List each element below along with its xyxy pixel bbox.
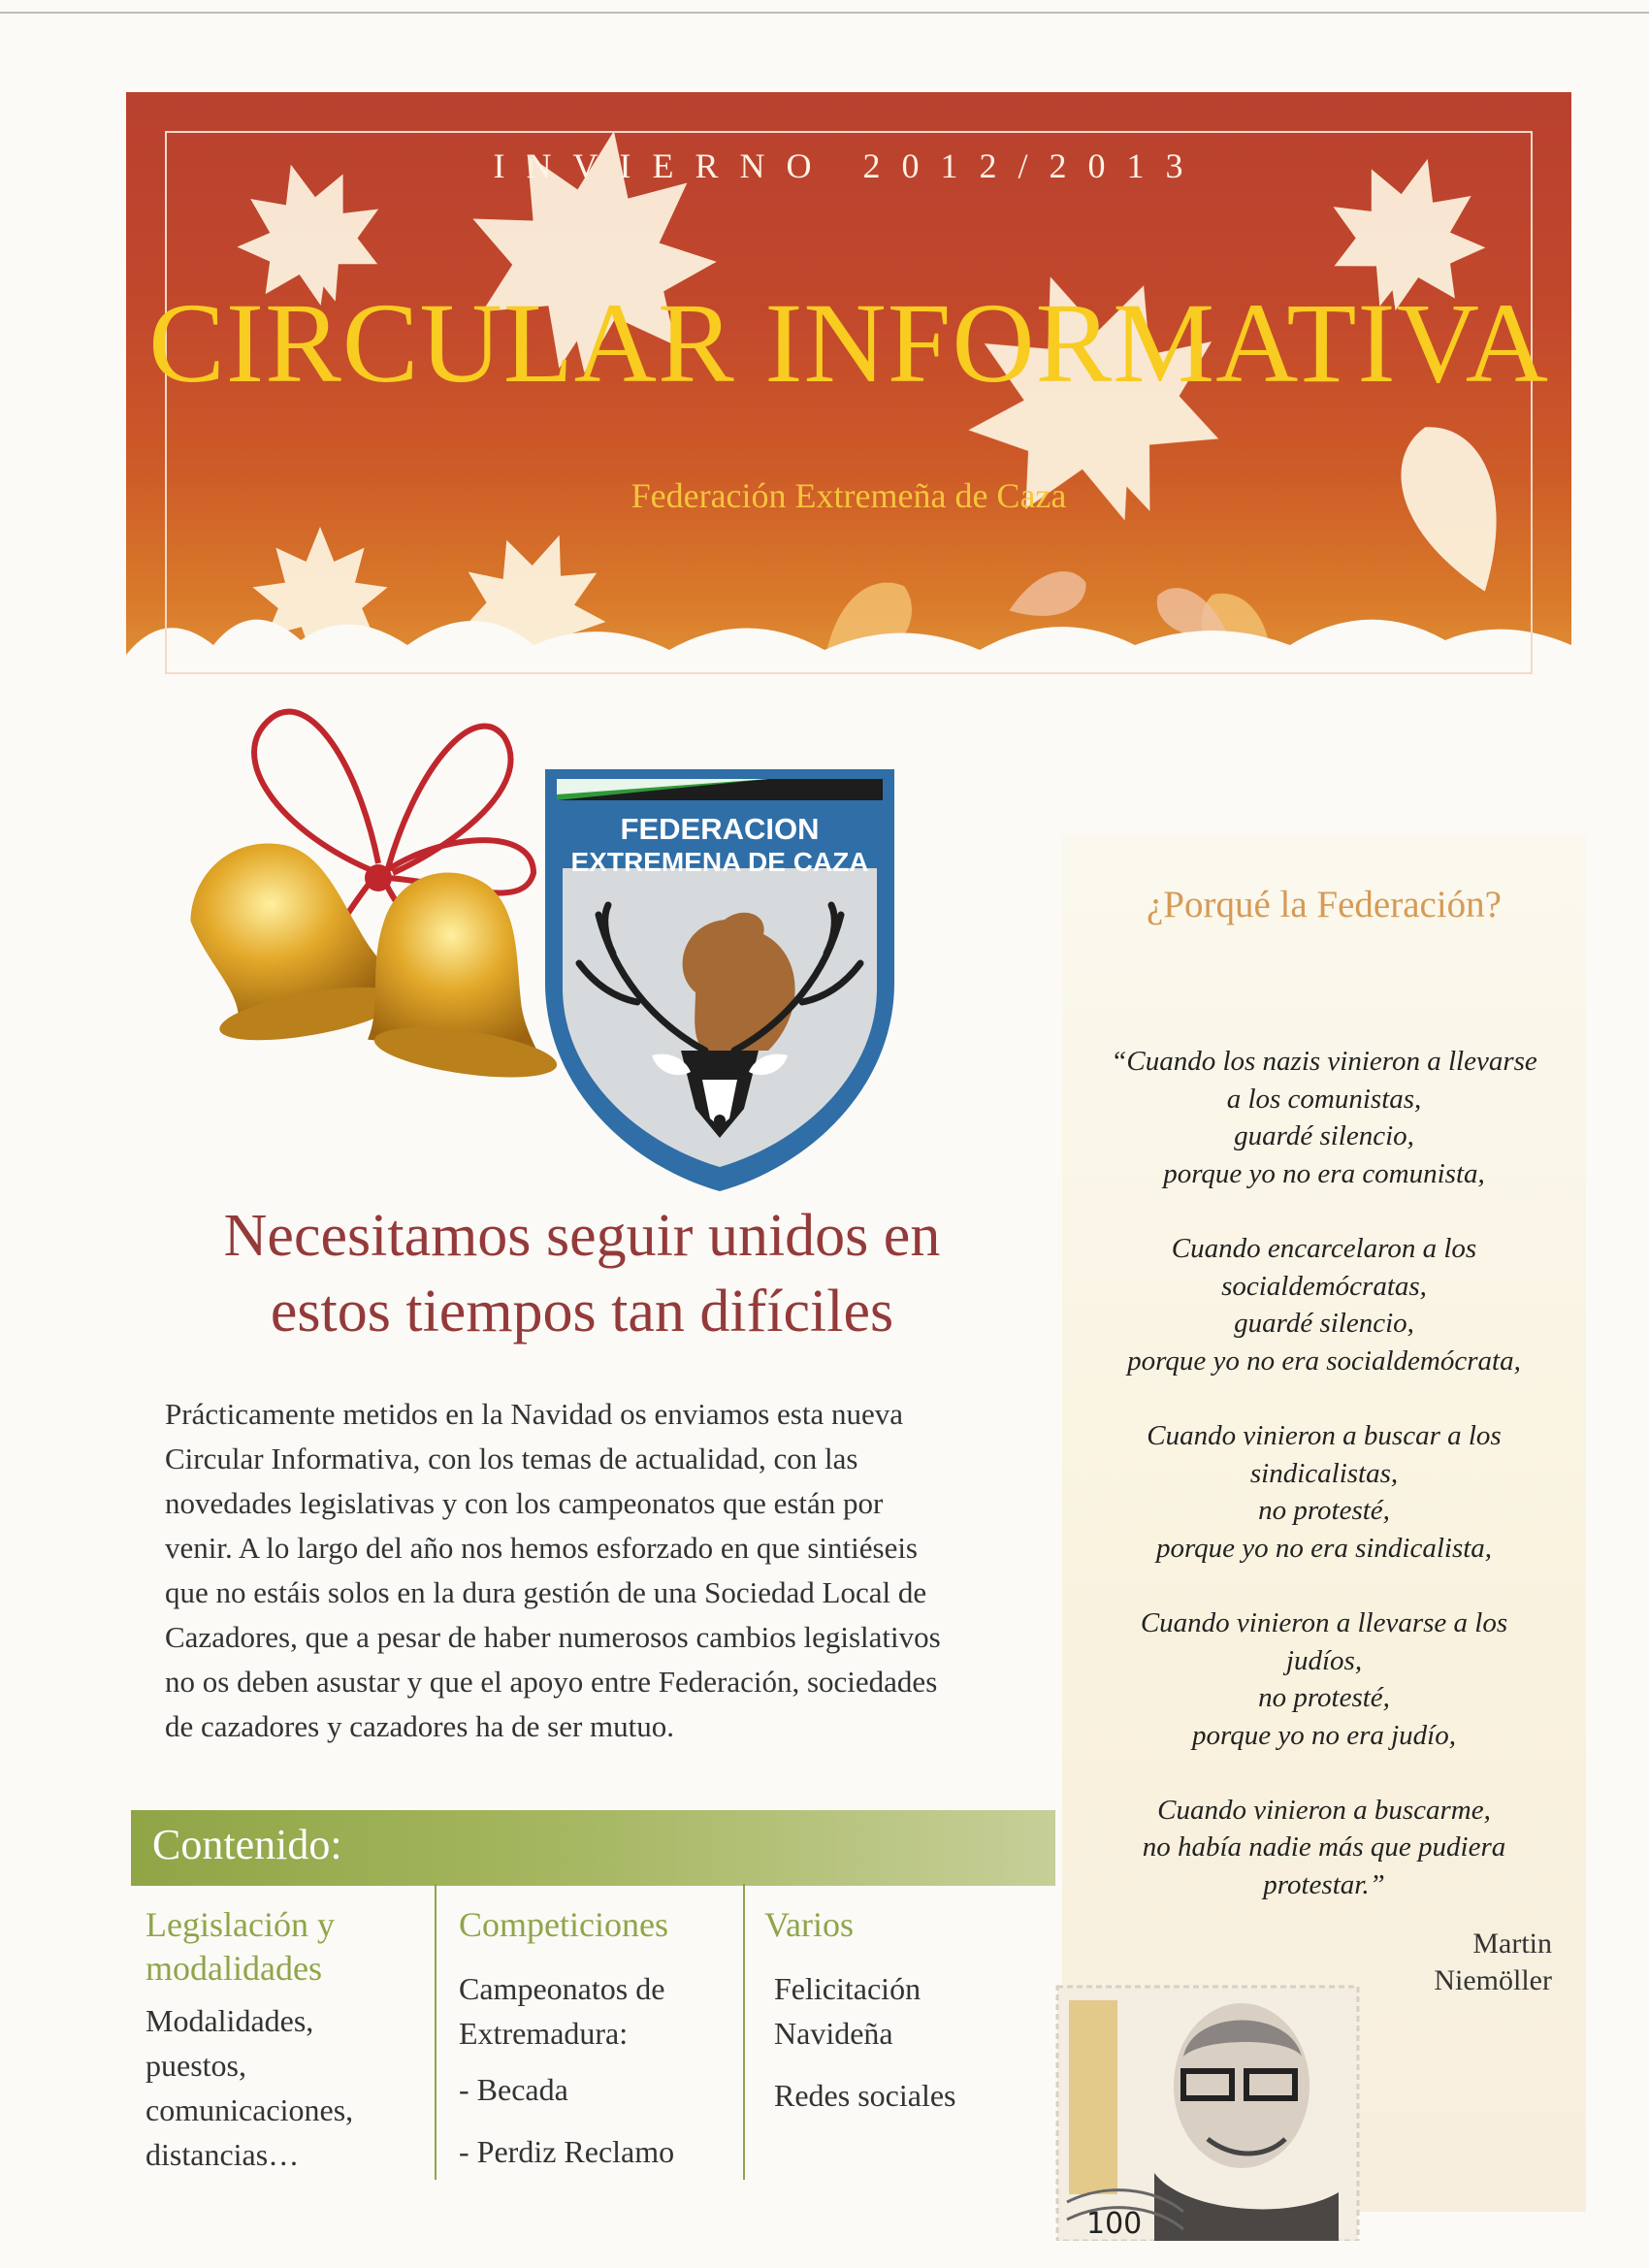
poem-line: porque yo no era judío,	[1192, 1719, 1456, 1751]
intro-line: de cazadores y cazadores ha de ser mutuo.	[165, 1709, 675, 1743]
stamp-value: 100	[1086, 2207, 1143, 2241]
poem-line: Cuando vinieron a buscar a los	[1147, 1419, 1502, 1451]
poem-line: judíos,	[1285, 1644, 1363, 1676]
poem-line: a los comunistas,	[1226, 1083, 1422, 1115]
newsletter-title: CIRCULAR INFORMATIVA	[148, 279, 1549, 406]
headline-line-2: estos tiempos tan difíciles	[270, 1279, 894, 1345]
contents-column-competiciones	[459, 1903, 740, 2174]
poem-stanza	[1067, 1043, 1581, 1192]
column-divider	[743, 1884, 745, 2180]
poem-line: no protesté,	[1258, 1495, 1390, 1527]
poem-line: sindicalistas,	[1249, 1457, 1399, 1489]
season-label: INVIERNO 2012/2013	[493, 146, 1205, 185]
column-item: Navideña	[774, 2016, 893, 2051]
poem-line: Cuando encarcelaron a los	[1171, 1232, 1477, 1264]
author-last-name: Niemöller	[1434, 1964, 1552, 1996]
intro-line: Prácticamente metidos en la Navidad os enviamos esta nueva	[165, 1397, 903, 1431]
column-heading: Competiciones	[459, 1905, 668, 1944]
column-item: Redes sociales	[774, 2078, 956, 2113]
intro-paragraph	[165, 1392, 1057, 1749]
poem-line: no había nadie más que pudiera	[1142, 1831, 1506, 1863]
poem-line: no protesté,	[1258, 1682, 1390, 1714]
column-item: distancias…	[146, 2137, 300, 2172]
poem-stanza	[1067, 1604, 1581, 1754]
column-item: Modalidades,	[146, 2003, 314, 2038]
intro-line: no os deben asustar y que el apoyo entre Federación, sociedades	[165, 1665, 938, 1699]
poem-line: “Cuando los nazis vinieron a llevarse	[1111, 1046, 1537, 1077]
main-headline	[136, 1198, 1028, 1349]
intro-line: Circular Informativa, con los temas de actualidad, con las	[165, 1442, 858, 1475]
poem-line: porque yo no era socialdemócrata,	[1127, 1345, 1521, 1377]
poem-stanza	[1067, 1230, 1581, 1379]
author-first-name: Martin	[1472, 1928, 1552, 1960]
poem-line: socialdemócratas,	[1221, 1270, 1427, 1302]
column-divider	[435, 1884, 436, 2180]
intro-line: Cazadores, que a pesar de haber numerosos cambios legislativos	[165, 1620, 941, 1654]
postage-stamp-image	[1048, 1979, 1368, 2241]
contents-column-legislacion	[146, 1903, 427, 2177]
column-heading: modalidades	[146, 1949, 322, 1988]
poem-line: porque yo no era sindicalista,	[1155, 1532, 1493, 1564]
poem-author	[1368, 1926, 1552, 1999]
federation-shield-logo	[535, 760, 904, 1196]
intro-line: que no estáis solos en la dura gestión de una Sociedad Local de	[165, 1575, 927, 1609]
header-banner	[126, 92, 1571, 713]
contents-column-varios	[764, 1903, 1046, 2118]
column-heading: Legislación y	[146, 1905, 335, 1944]
contents-title: Contenido:	[152, 1821, 342, 1868]
poem-stanza	[1067, 1417, 1581, 1567]
column-item: puestos,	[146, 2048, 246, 2083]
poem-line: porque yo no era comunista,	[1163, 1157, 1485, 1189]
poem-line: Cuando vinieron a llevarse a los	[1140, 1606, 1508, 1638]
column-item: comunicaciones,	[146, 2092, 354, 2127]
poem-line: guardé silencio,	[1234, 1120, 1414, 1152]
poem-stanza	[1067, 1792, 1581, 1904]
poem-line: protestar.”	[1263, 1869, 1385, 1901]
logo-text-line2: EXTREMENA DE CAZA	[570, 847, 869, 877]
federation-subtitle: Federación Extremeña de Caza	[630, 476, 1067, 515]
intro-line: novedades legislativas y con los campeonatos que están por	[165, 1486, 884, 1520]
poem-line: Cuando vinieron a buscarme,	[1157, 1794, 1491, 1826]
poem-line: guardé silencio,	[1234, 1308, 1414, 1340]
headline-line-1: Necesitamos seguir unidos en	[223, 1203, 941, 1269]
logo-text-line1: FEDERACION	[620, 812, 820, 846]
sidebar-title: ¿Porqué la Federación?	[1146, 884, 1502, 925]
column-item: Extremadura:	[459, 2016, 629, 2051]
column-item: Felicitación	[774, 1971, 922, 2006]
contents-bar	[131, 1810, 1055, 1886]
column-item: - Becada	[459, 2072, 568, 2107]
page-top-edge	[0, 12, 1649, 14]
christmas-bells-icon	[165, 679, 592, 1096]
intro-line: venir. A lo largo del año nos hemos esforzado en que sintiéseis	[165, 1531, 918, 1565]
column-heading: Varios	[764, 1905, 854, 1944]
column-item: Campeonatos de	[459, 1971, 665, 2006]
niemoller-poem	[1067, 1043, 1581, 1941]
column-item: - Perdiz Reclamo	[459, 2134, 675, 2169]
